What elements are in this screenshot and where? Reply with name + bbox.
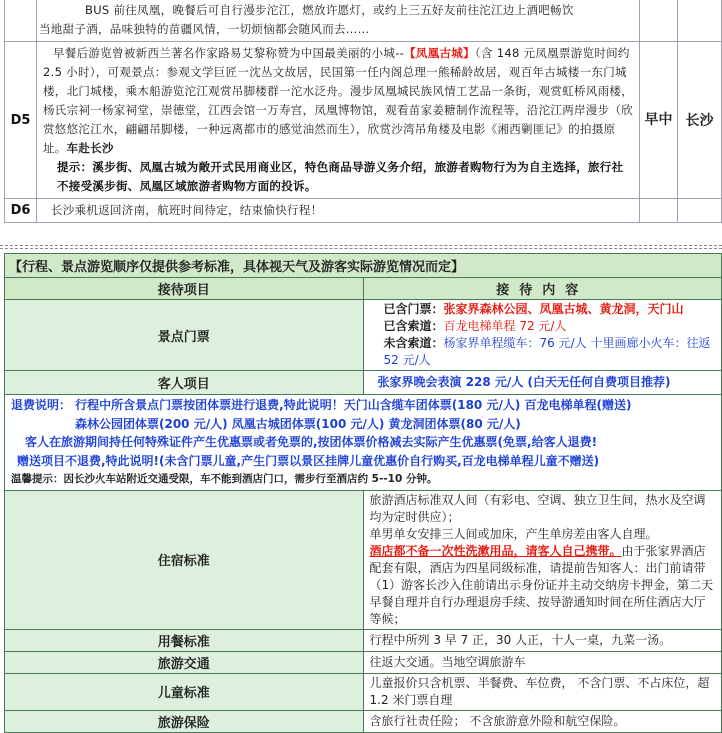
d5-content — [37, 42, 640, 199]
lodging-line3: 由于张家界酒店配套有限，酒店为四星同级标准，请提前告知客人：出门前请带（1）游客长沙入住前请出示身份证并主动交纳房卡押金，第二天早餐自理并自行办理退房手续、按导游通知时间在所住酒店大厅等候； — [369, 543, 714, 626]
service-table — [4, 253, 722, 733]
d5-description — [43, 44, 633, 158]
lodging-warning: 酒店都不备一次性洗漱用品，请客人自己携带。 — [369, 543, 622, 558]
excluded-label: 未含索道： — [383, 336, 444, 350]
day-cell-empty — [5, 0, 37, 42]
row-child — [5, 673, 722, 710]
d5-highlight-fenghuang: 【凤凰古城】 — [404, 46, 475, 60]
guest-value: 张家界晚会表演 228 元/人 (白天无任何自费项目推荐) — [363, 371, 722, 395]
section-divider — [0, 245, 722, 249]
d4-line2: 当地甜子酒，品味独特的苗疆风情，一切烦恼都会随风而去…… — [39, 22, 370, 36]
cable-label: 已含索道： — [383, 319, 444, 333]
itinerary-table — [4, 0, 722, 223]
day-label: D6 — [5, 199, 37, 223]
header-content: 接待内容 — [363, 278, 722, 300]
guest-label: 客人项目 — [5, 371, 364, 395]
child-value: 儿童报价只含机票、半餐费、车位费， 不含门票、不占床位，超 1.2 米门票自理 — [363, 673, 722, 710]
meals-value: 行程中所列 3 早 7 正，30 人正，十人一桌，九菜一汤。 — [363, 629, 722, 651]
row-transport — [5, 651, 722, 673]
row-meals — [5, 629, 722, 651]
refund-line5: 温馨提示：因长沙火车站附近交通受限，车不能到酒店门口，需步行至酒店约 5--10 分钟。 — [11, 473, 438, 485]
itinerary-row-d5 — [5, 42, 722, 199]
header-item: 接待项目 — [5, 278, 364, 300]
transport-label: 旅游交通 — [5, 651, 364, 673]
hotel-cell-empty — [678, 0, 722, 42]
d5-hotel: 长沙 — [678, 42, 722, 199]
d5-tips: 提示：溪步街、凤凰古城为敞开式民用商业区，特色商品导游义务介绍，旅游者购物行为为自主选择，旅行社不接受溪步街、凤凰区域旅游者购物方面的投诉。 — [57, 160, 624, 193]
excluded-value: 杨家界单程缆车：76 元/人 十里画廊小火车：往返 52 元/人 — [383, 336, 711, 367]
child-label: 儿童标准 — [5, 673, 364, 710]
included-value: 张家界森林公园、凤凰古城、黄龙洞，天门山 — [443, 302, 684, 316]
lodging-line1: 旅游酒店标准双人间（有彩电、空调、独立卫生间，热水及空调均为定时供应）； — [369, 492, 706, 524]
row-guest — [5, 371, 722, 395]
row-refund — [5, 395, 722, 491]
day-label: D5 — [5, 42, 37, 199]
notice-banner: 【行程、景点游览顺序仅提供参考标准，具体视天气及游客实际游览情况而定】 — [5, 254, 722, 278]
table-header — [5, 278, 722, 300]
d6-hotel — [678, 199, 722, 223]
lodging-line2: 单男单女安排三人间或加床，产生单房差由客人自理。 — [369, 526, 658, 541]
d4-content — [37, 0, 640, 42]
refund-notes — [5, 395, 722, 491]
refund-line4: 赠送项目不退费,特此说明!(未含门票儿童,产生门票以景区挂牌儿童优惠价自行购买,百龙电梯单程儿童不赠送) — [17, 453, 600, 468]
row-tickets — [5, 300, 722, 371]
insurance-label: 旅游保险 — [5, 710, 364, 732]
insurance-value: 含旅行社责任险； 不含旅游意外险和航空保险。 — [363, 710, 722, 732]
itinerary-row-d6 — [5, 199, 722, 223]
refund-line2: 森林公园团体票(200 元/人) 凤凰古城团体票(100 元/人) 黄龙洞团体票(80 元/人) — [75, 416, 521, 431]
transport-value: 往返大交通。当地空调旅游车 — [363, 651, 722, 673]
refund-line3: 客人在旅游期间持任何特殊证件产生优惠票或者免票的,按团体票价格减去实际产生优惠票(免票,给客人退费! — [25, 435, 598, 449]
lodging-content — [363, 490, 722, 629]
d4-line1: BUS 前往凤凰，晚餐后可自行漫步沱江，燃放许愿灯，或约上三五好友前往沱江边上酒吧畅饮 — [85, 3, 574, 17]
d6-meal — [640, 199, 678, 223]
d5-desc-pre: 早餐后游览曾被新西兰著名作家路易艾黎称赞为中国最美丽的小城-- — [53, 46, 405, 60]
row-insurance — [5, 710, 722, 732]
included-label: 已含门票： — [383, 302, 444, 316]
tickets-label: 景点门票 — [5, 300, 364, 371]
d6-content: 长沙乘机返回济南，航班时间待定，结束愉快行程！ — [37, 199, 640, 223]
refund-line1: 退费说明： 行程中所含景点门票按团体票进行退费,特此说明！天门山含缆车团体票(180 元/人) 百龙电梯单程(赠送) — [11, 398, 632, 412]
d5-desc-post: （含 148 元凤凰票游览时间约 2.5 小时），可观景点：参观文学巨匠一沈丛文故居，民国第一任内阁总理一熊稀龄故居，观百年古城楼一东门城楼，北门城楼，乘木船游览沱江观赏吊脚楼群一沱水泛舟。漫步凤凰城民族风情工艺品一条街，观赏虹桥风雨楼，杨氏宗祠一杨家祠堂，崇德堂，江西会馆一万寿宫，凤凰博物馆，观看苗家姜糖制作流程等，沿沱江两岸漫步（欣赏悠悠沱江水，翩翩吊脚楼，一种远离都市的感觉油然而生），欣赏沙湾吊角楼及电影《湘西剿匪记》的拍摄原址。 — [43, 46, 633, 155]
cable-value: 百龙电梯单程 72 元/人 — [443, 319, 567, 333]
meals-label: 用餐标准 — [5, 629, 364, 651]
itinerary-row-d4-tail — [5, 0, 722, 42]
row-lodging — [5, 490, 722, 629]
d5-transfer: 车赴长沙 — [66, 141, 114, 155]
lodging-label: 住宿标准 — [5, 490, 364, 629]
d5-meal: 早中 — [640, 42, 678, 199]
meal-cell-empty — [640, 0, 678, 42]
tickets-content — [363, 300, 722, 371]
